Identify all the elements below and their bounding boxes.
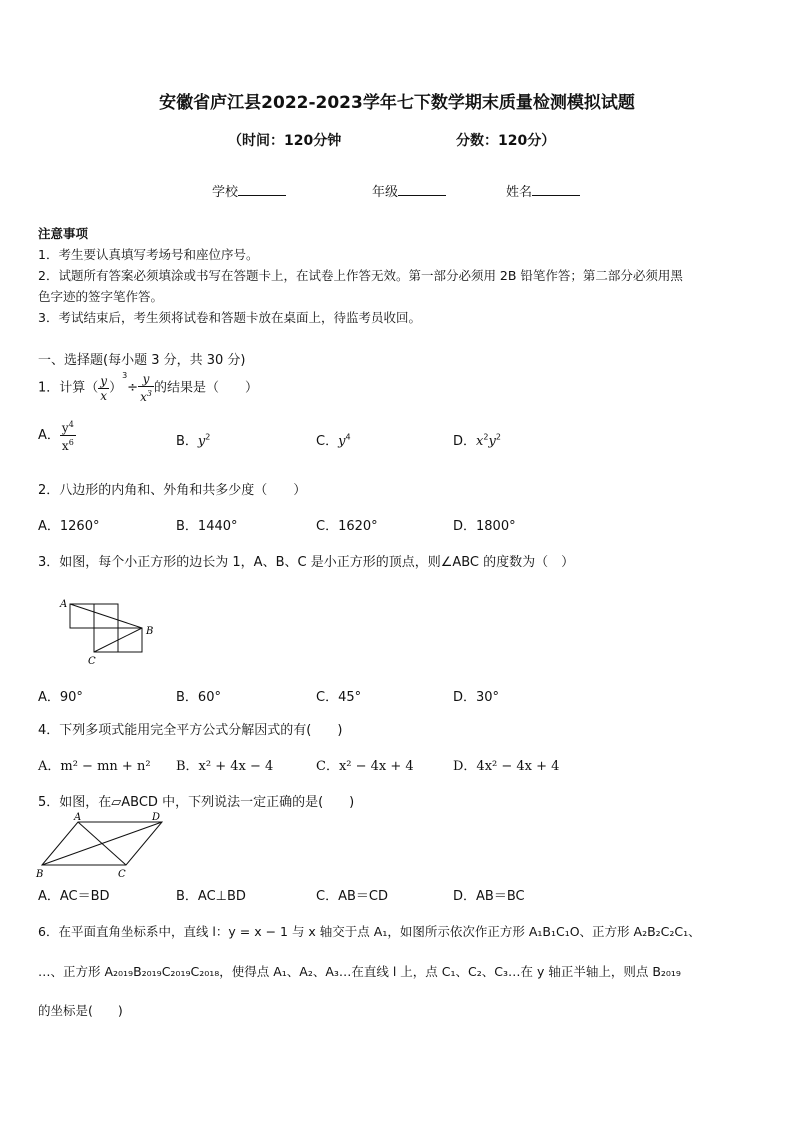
q5-option-b[interactable]: B．AC⊥BD (176, 889, 246, 904)
score-label: 分数：120分） (456, 133, 556, 149)
q3-label-c: C (88, 656, 96, 667)
question-6-line-1: 6．在平面直角坐标系中，直线 l：y = x − 1 与 x 轴交于点 A₁，如图所示依次作正方形 A₁B₁C₁O、正方形 A₂B₂C₂C₁、 (38, 924, 701, 939)
school-field[interactable] (212, 181, 286, 200)
q5-label-a: A (74, 812, 82, 823)
section-heading: 一、选择题(每小题 3 分，共 30 分) (38, 353, 246, 368)
q3-grid-figure (58, 596, 158, 666)
q2-option-a[interactable]: A．1260° (38, 519, 100, 534)
name-label: 姓名 (506, 185, 533, 200)
q1-option-a[interactable]: A． $\frac{y^4}{x^6}$ (38, 420, 74, 453)
q3-label-b: B (146, 626, 154, 637)
notice-item-2-cont: 色字迹的签字笔作答。 (38, 289, 164, 304)
q1-option-b[interactable]: B．$y^2$ (176, 432, 211, 449)
notice-item-2: 2．试题所有答案必须填涂或书写在答题卡上，在试卷上作答无效。第一部分必须用 2B 铅笔作答；第二部分必须用黑 (38, 268, 683, 283)
name-blank[interactable] (532, 183, 580, 196)
q5-label-c: C (118, 869, 126, 880)
question-3: 3．如图，每个小正方形的边长为 1，A、B、C 是小正方形的顶点，则∠ABC 的度数为（ ） (38, 555, 575, 570)
q5-label-d: D (152, 812, 161, 823)
notice-item-3: 3．考试结束后，考生须将试卷和答题卡放在桌面上，待监考员收回。 (38, 310, 421, 325)
question-6-line-3: 的坐标是( ) (38, 1003, 123, 1018)
q4-option-d[interactable]: D．4x² − 4x + 4 (453, 759, 560, 774)
grade-field[interactable] (372, 181, 446, 200)
q1-option-c[interactable]: C．$y^4$ (316, 432, 351, 449)
q1-mid: ） (109, 380, 123, 396)
q4-option-b[interactable]: B．x² + 4x − 4 (176, 759, 274, 774)
q1-exponent: 3 (122, 371, 128, 381)
page-title: 安徽省庐江县2022-2023学年七下数学期末质量检测模拟试题 (159, 93, 635, 113)
question-2: 2．八边形的内角和、外角和共多少度（ ） (38, 483, 307, 498)
q2-option-c[interactable]: C．1620° (316, 519, 378, 534)
question-5: 5．如图，在▱ABCD 中，下列说法一定正确的是( ) (38, 795, 355, 810)
name-field[interactable] (506, 181, 580, 200)
q5-label-b: B (36, 869, 44, 880)
question-1 (38, 372, 258, 404)
q3-option-c[interactable]: C．45° (316, 690, 362, 705)
q3-option-b[interactable]: B．60° (176, 690, 221, 705)
school-label: 学校 (212, 185, 239, 200)
q1-divide: ÷ (127, 380, 139, 396)
q3-option-a[interactable]: A．90° (38, 690, 83, 705)
q1-prefix: 1．计算（ (38, 380, 99, 396)
q4-option-c[interactable]: C．x² − 4x + 4 (316, 759, 414, 774)
q1-option-d[interactable]: D．$x^2y^2$ (453, 432, 501, 449)
grade-label: 年级 (372, 185, 399, 200)
q5-option-d[interactable]: D．AB＝BC (453, 889, 525, 904)
q4-option-a[interactable]: A．m² − mn + n² (38, 759, 151, 774)
q1-fraction-2: $\frac{y}{x^3}$ (140, 372, 152, 404)
time-label: （时间：120分钟 (228, 133, 342, 149)
q2-option-b[interactable]: B．1440° (176, 519, 238, 534)
q2-option-d[interactable]: D．1800° (453, 519, 516, 534)
q1-suffix: 的结果是（ ） (153, 380, 258, 396)
notice-heading: 注意事项 (38, 226, 89, 241)
q5-option-a[interactable]: A．AC＝BD (38, 889, 110, 904)
question-4: 4．下列多项式能用完全平方公式分解因式的有( ) (38, 723, 343, 738)
notice-item-1: 1．考生要认真填写考场号和座位序号。 (38, 247, 259, 262)
q3-option-d[interactable]: D．30° (453, 690, 500, 705)
school-blank[interactable] (238, 183, 286, 196)
q5-option-c[interactable]: C．AB＝CD (316, 889, 388, 904)
q1-fraction-1: $\frac{y}{x}$ (100, 373, 108, 403)
question-6-line-2: …、正方形 A₂₀₁₉B₂₀₁₉C₂₀₁₉C₂₀₁₈，使得点 A₁、A₂、A₃…在直线 l 上，点 C₁、C₂、C₃…在 y 轴正半轴上，则点 B₂₀₁₉ (38, 964, 681, 979)
q5-parallelogram-figure (34, 812, 174, 878)
grade-blank[interactable] (398, 183, 446, 196)
q3-label-a: A (60, 599, 68, 610)
